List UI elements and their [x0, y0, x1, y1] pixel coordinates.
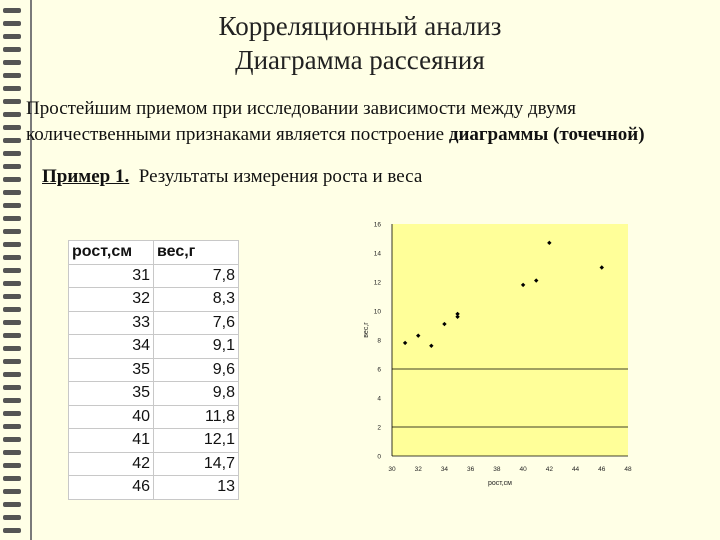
table-row — [69, 452, 239, 476]
cell-weight: 9,6 — [154, 358, 239, 382]
binding-ring — [3, 151, 21, 156]
cell-weight: 13 — [154, 476, 239, 500]
y-tick-label: 2 — [377, 424, 381, 432]
cell-weight: 12,1 — [154, 429, 239, 453]
binding-ring — [3, 21, 21, 26]
binding-ring — [3, 164, 21, 169]
y-axis-label: вес,г — [363, 322, 370, 338]
table-row — [69, 335, 239, 359]
binding-ring — [3, 255, 21, 260]
y-tick-label: 0 — [377, 453, 381, 461]
x-tick-label: 32 — [414, 466, 422, 473]
binding-ring — [3, 216, 21, 221]
binding-ring — [3, 450, 21, 455]
title-line-2: Диаграмма рассеяния — [235, 45, 485, 75]
table-row — [69, 382, 239, 406]
binding-ring — [3, 515, 21, 520]
x-tick-label: 30 — [388, 466, 396, 473]
example-text: Результаты измерения роста и веса — [138, 166, 423, 187]
binding-ring — [3, 463, 21, 468]
binding-ring — [3, 437, 21, 442]
binding-ring — [3, 307, 21, 312]
binding-ring — [3, 333, 21, 338]
binding-ring — [3, 99, 21, 104]
x-tick-label: 40 — [519, 466, 527, 473]
binding-ring — [3, 476, 21, 481]
x-tick-label: 46 — [598, 466, 606, 473]
page-edge — [30, 0, 32, 540]
binding-ring — [3, 411, 21, 416]
binding-ring — [3, 203, 21, 208]
cell-height: 31 — [69, 264, 154, 288]
binding-ring — [3, 242, 21, 247]
x-tick-label: 42 — [545, 466, 553, 473]
binding-ring — [3, 34, 21, 39]
cell-weight: 9,8 — [154, 382, 239, 406]
table-row — [69, 288, 239, 312]
plot-area — [392, 224, 628, 456]
binding-ring — [3, 385, 21, 390]
intro-text: Простейшим приемом при исследовании зависимости между двумя количественными признаками является построение — [26, 98, 576, 145]
binding-ring — [3, 60, 21, 65]
y-tick-label: 8 — [377, 337, 381, 345]
x-tick-label: 48 — [624, 466, 632, 473]
cell-height: 41 — [69, 429, 154, 453]
x-tick-label: 44 — [571, 466, 580, 473]
cell-weight: 7,6 — [154, 311, 239, 335]
binding-ring — [3, 112, 21, 117]
binding-ring — [3, 177, 21, 182]
binding-ring — [3, 424, 21, 429]
table-row — [69, 311, 239, 335]
x-tick-label: 38 — [493, 466, 501, 473]
table-header-row — [69, 241, 239, 265]
binding-ring — [3, 73, 21, 78]
example-heading — [42, 166, 422, 188]
cell-height: 40 — [69, 405, 154, 429]
cell-weight: 11,8 — [154, 405, 239, 429]
binding-ring — [3, 138, 21, 143]
cell-weight: 9,1 — [154, 335, 239, 359]
x-tick-label: 36 — [467, 466, 475, 473]
intro-paragraph — [26, 96, 716, 148]
title-line-1: Корреляционный анализ — [218, 11, 502, 41]
binding-ring — [3, 398, 21, 403]
binding-ring — [3, 294, 21, 299]
header-height: рост,см — [69, 241, 154, 265]
cell-height: 42 — [69, 452, 154, 476]
binding-ring — [3, 346, 21, 351]
header-weight: вес,г — [154, 241, 239, 265]
binding-ring — [3, 502, 21, 507]
binding-ring — [3, 528, 21, 533]
data-table — [68, 240, 239, 500]
binding-ring — [3, 86, 21, 91]
binding-ring — [3, 489, 21, 494]
y-tick-label: 12 — [373, 279, 381, 287]
intro-bold-term: диаграммы (точечной) — [448, 124, 645, 145]
y-tick-label: 16 — [373, 221, 381, 229]
binding-ring — [3, 8, 21, 13]
y-tick-label: 10 — [373, 308, 381, 316]
x-tick-label: 34 — [440, 466, 449, 473]
cell-height: 35 — [69, 382, 154, 406]
y-tick-label: 4 — [377, 395, 381, 403]
binding-ring — [3, 359, 21, 364]
scatter-chart — [356, 212, 636, 494]
spiral-binding — [0, 0, 30, 540]
y-tick-label: 6 — [377, 366, 381, 374]
cell-height: 34 — [69, 335, 154, 359]
cell-height: 35 — [69, 358, 154, 382]
binding-ring — [3, 281, 21, 286]
cell-weight: 14,7 — [154, 452, 239, 476]
table-row — [69, 264, 239, 288]
binding-ring — [3, 372, 21, 377]
binding-ring — [3, 125, 21, 130]
table-row — [69, 358, 239, 382]
cell-weight: 8,3 — [154, 288, 239, 312]
cell-height: 33 — [69, 311, 154, 335]
x-axis-label: рост,см — [488, 480, 512, 487]
binding-ring — [3, 268, 21, 273]
table-row — [69, 429, 239, 453]
binding-ring — [3, 229, 21, 234]
cell-weight: 7,8 — [154, 264, 239, 288]
y-tick-label: 14 — [373, 250, 381, 258]
table-row — [69, 405, 239, 429]
cell-height: 46 — [69, 476, 154, 500]
binding-ring — [3, 47, 21, 52]
example-label: Пример 1. — [42, 166, 130, 187]
table-row — [69, 476, 239, 500]
binding-ring — [3, 190, 21, 195]
cell-height: 32 — [69, 288, 154, 312]
binding-ring — [3, 320, 21, 325]
